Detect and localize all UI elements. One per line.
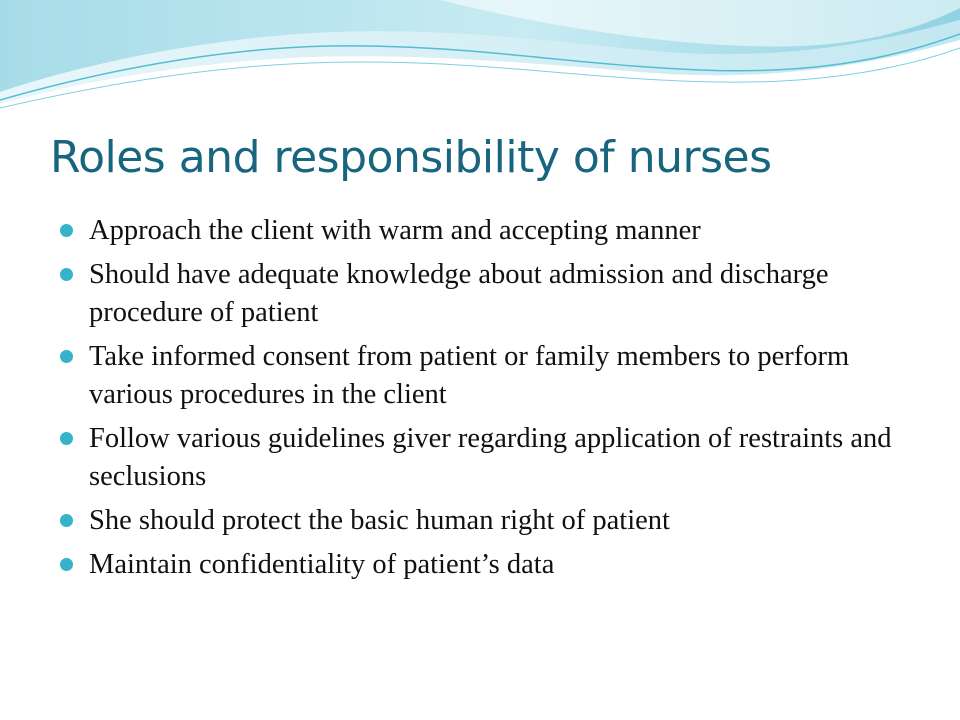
bullet-marker-icon <box>60 558 73 571</box>
bullet-item <box>60 546 940 584</box>
bullet-item <box>60 212 940 250</box>
bullet-marker-icon <box>60 268 73 281</box>
bullet-text: Maintain confidentiality of patient’s data <box>89 549 555 580</box>
bullet-marker-icon <box>60 432 73 445</box>
bullet-marker-icon <box>60 514 73 527</box>
slide-title: Roles and responsibility of nurses <box>50 132 772 183</box>
header-wave-decoration <box>0 0 960 120</box>
bullet-text: Approach the client with warm and accepting manner <box>89 215 701 246</box>
bullet-text: Should have adequate knowledge about admission and discharge procedure of patient <box>89 259 829 328</box>
bullet-text: She should protect the basic human right of patient <box>89 505 670 536</box>
bullet-text: Take informed consent from patient or family members to perform various procedures in the client <box>89 341 850 410</box>
bullet-item <box>60 420 940 496</box>
bullet-marker-icon <box>60 224 73 237</box>
bullet-item <box>60 256 940 332</box>
bullet-item <box>60 502 940 540</box>
bullet-text: Follow various guidelines giver regarding application of restraints and seclusions <box>89 423 892 492</box>
bullet-list <box>60 212 940 590</box>
bullet-item <box>60 338 940 414</box>
bullet-marker-icon <box>60 350 73 363</box>
